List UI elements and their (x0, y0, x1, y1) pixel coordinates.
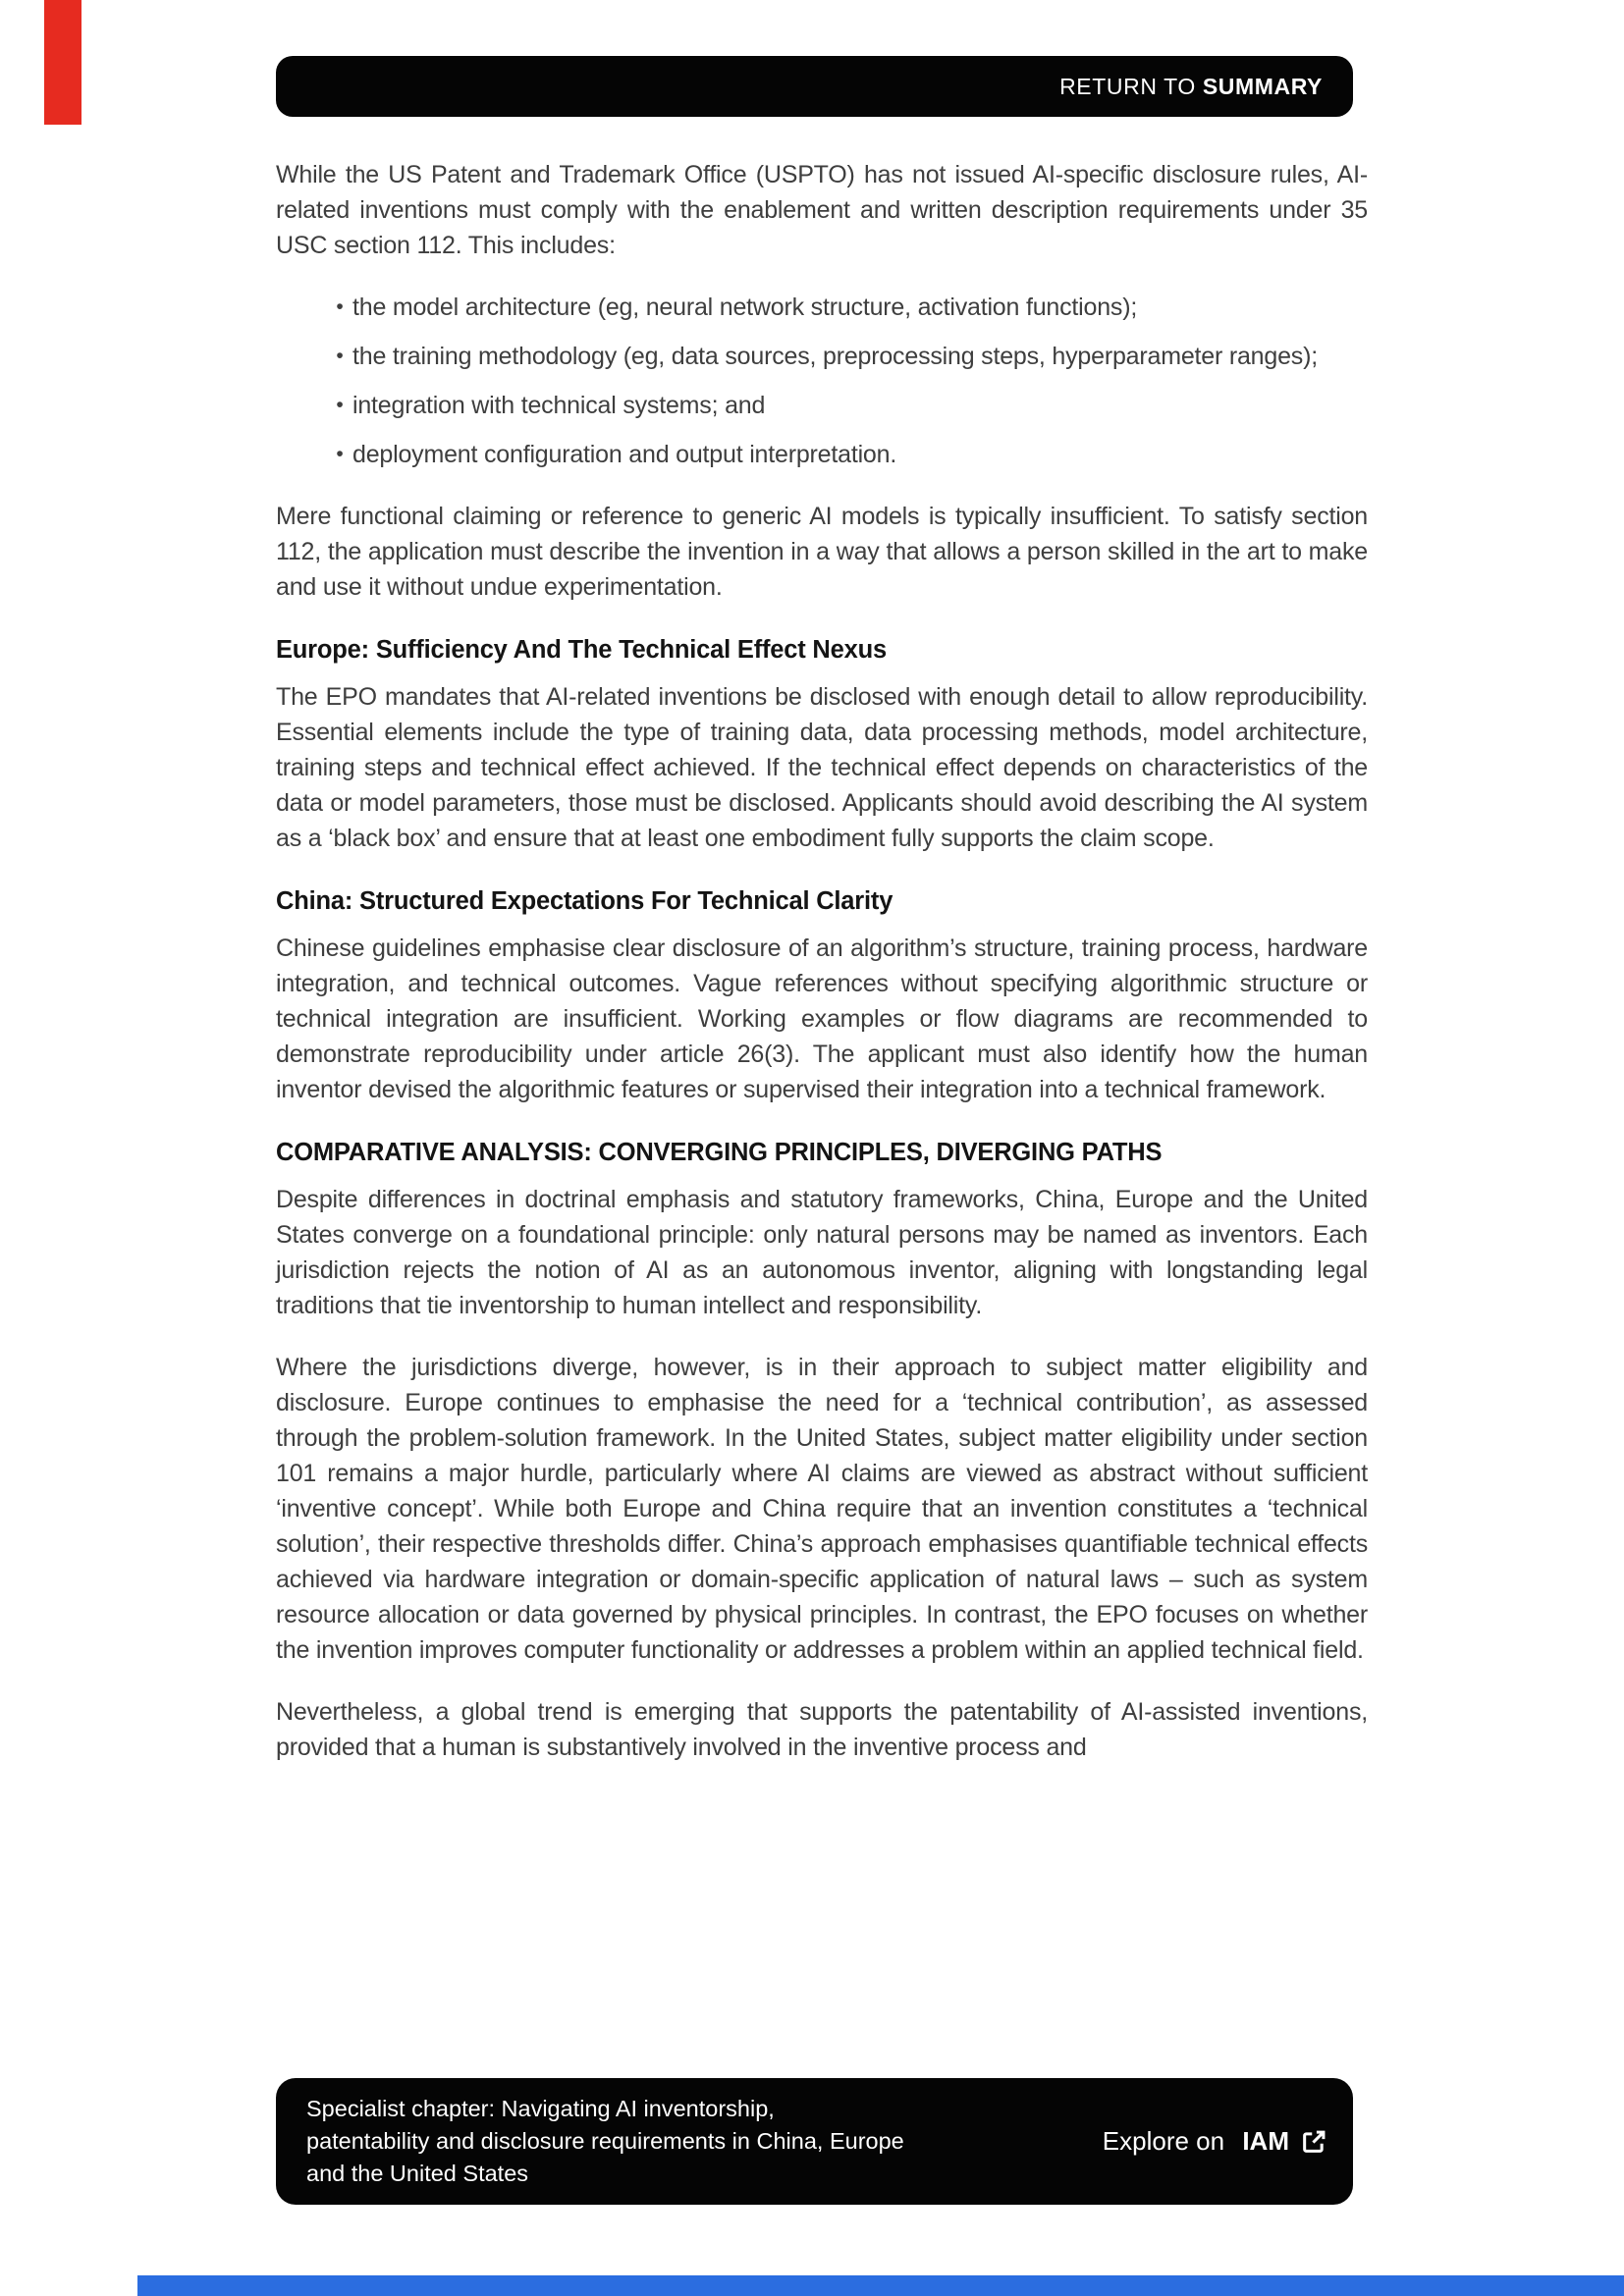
comparative-paragraph-1: Despite differences in doctrinal emphasis and statutory frameworks, China, Europe and the United States converge on a foundational principle: only natural persons may be named as inventors. Each jurisdiction rejects the notion of AI as an autonomous inventor, aligning with longstanding legal traditions that tie inventorship to human intellect and responsibility. (276, 1186, 1368, 1319)
list-item-text: deployment configuration and output interpretation. (352, 441, 897, 468)
bullet-icon: • (336, 295, 344, 318)
europe-paragraph: The EPO mandates that AI-related inventions be disclosed with enough detail to allow reproducibility. Essential elements include the type of training data, data processing methods, model architecture, training steps and technical effect achieved. If the technical effect depends on characteristics of the data or model parameters, those must be disclosed. Applicants should avoid describing the AI system as a ‘black box’ and ensure that at least one embodiment fully supports the claim scope. (276, 683, 1368, 852)
china-paragraph: Chinese guidelines emphasise clear disclosure of an algorithm’s structure, training process, hardware integration, and technical outcomes. Vague references without specifying algorithmic structure or technical integration are insufficient. Working examples or flow diagrams are recommended to demonstrate reproducibility under article 26(3). The applicant must also identify how the human inventor devised the algorithmic features or supervised their integration into a technical framework. (276, 934, 1368, 1103)
chapter-title-line: Specialist chapter: Navigating AI inventorship, (306, 2096, 775, 2121)
intro-paragraph: While the US Patent and Trademark Office (USPTO) has not issued AI-specific disclosure rules, AI-related inventions must comply with the enablement and written description requirements under 35 USC section 112. This includes: (276, 161, 1368, 259)
article-body (276, 157, 1368, 1765)
page-edge-blue-mark (137, 2275, 1624, 2296)
list-item (276, 388, 1368, 423)
bullet-icon: • (336, 345, 344, 367)
list-item-text: integration with technical systems; and (352, 392, 766, 419)
bullet-icon: • (336, 394, 344, 416)
section-heading-china: China: Structured Expectations For Technical Clarity (276, 887, 893, 915)
explore-on-text: Explore on (1102, 2126, 1232, 2156)
chapter-title-line: and the United States (306, 2161, 529, 2186)
section-heading-europe: Europe: Sufficiency And The Technical Effect Nexus (276, 636, 887, 664)
chapter-title-line: patentability and disclosure requirements in China, Europe (306, 2128, 904, 2154)
bullet-icon: • (336, 443, 344, 465)
footer-bar (276, 2078, 1353, 2205)
bullet-list (276, 290, 1368, 472)
return-to-summary-button[interactable] (276, 56, 1353, 117)
external-link-icon (1300, 2128, 1327, 2156)
return-to-summary-label (1059, 74, 1323, 100)
explore-on-iam-link[interactable] (1103, 2126, 1327, 2157)
section-heading-comparative-analysis: COMPARATIVE ANALYSIS: CONVERGING PRINCIPLES, DIVERGING PATHS (276, 1139, 1163, 1166)
return-to-text: RETURN TO (1059, 73, 1203, 99)
list-item (276, 290, 1368, 325)
section-112-paragraph: Mere functional claiming or reference to generic AI models is typically insufficient. To satisfy section 112, the application must describe the invention in a way that allows a person skilled in the art to make and use it without undue experimentation. (276, 503, 1368, 601)
list-item-text: the training methodology (eg, data sources, preprocessing steps, hyperparameter ranges); (352, 343, 1318, 370)
comparative-paragraph-3: Nevertheless, a global trend is emerging that supports the patentability of AI-assisted inventions, provided that a human is substantively involved in the inventive process and (276, 1698, 1368, 1761)
page-edge-red-mark (44, 0, 81, 125)
list-item (276, 339, 1368, 374)
list-item (276, 437, 1368, 472)
summary-text: SUMMARY (1202, 73, 1323, 99)
iam-brand-text: IAM (1242, 2126, 1289, 2156)
list-item-text: the model architecture (eg, neural network structure, activation functions); (352, 294, 1138, 321)
comparative-paragraph-2: Where the jurisdictions diverge, however, is in their approach to subject matter eligibility and disclosure. Europe continues to emphasise the need for a ‘technical contribution’, as assessed through the problem-solution framework. In the United States, subject matter eligibility under section 101 remains a major hurdle, particularly where AI claims are viewed as abstract without sufficient ‘inventive concept’. While both Europe and China require that an invention constitutes a ‘technical solution’, their respective thresholds differ. China’s approach emphasises quantifiable technical effects achieved via hardware integration or domain-specific application of natural laws – such as system resource allocation or data governed by physical principles. In contrast, the EPO focuses on whether the invention improves computer functionality or addresses a problem within an applied technical field. (276, 1354, 1368, 1664)
chapter-title (306, 2093, 904, 2190)
